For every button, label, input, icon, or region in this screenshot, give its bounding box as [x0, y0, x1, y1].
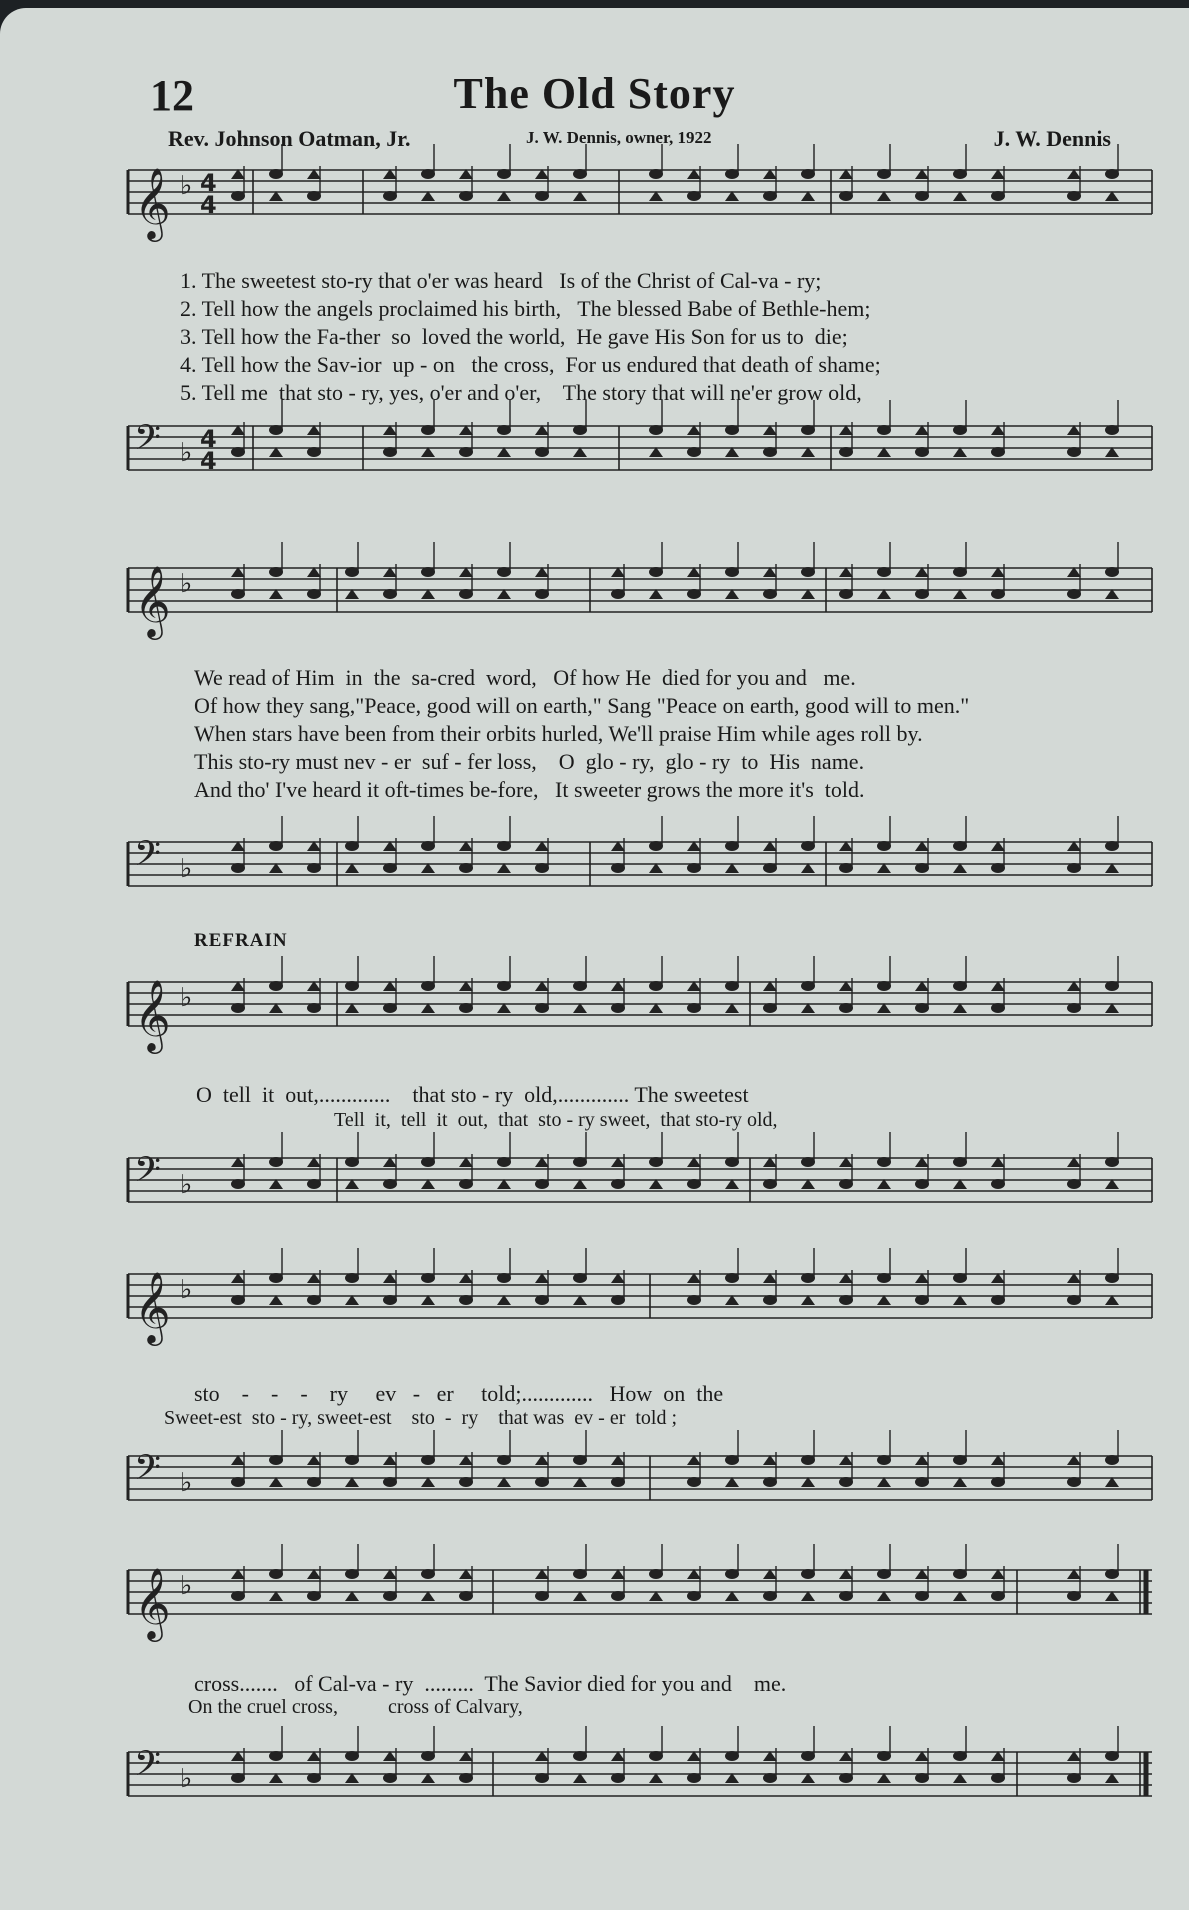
- notehead-icon: [839, 1773, 853, 1783]
- time-signature-icon: 4: [200, 425, 217, 453]
- flat-sign-icon: ♭: [180, 1764, 193, 1794]
- music-system-5: [0, 8, 1189, 1838]
- notehead-icon: [649, 1751, 663, 1761]
- bass-clef-icon: 𝄢: [134, 1149, 162, 1198]
- notehead-icon: [877, 1751, 891, 1761]
- notehead-icon: [231, 1773, 245, 1783]
- notehead-icon: [459, 1773, 473, 1783]
- verse-4-line-b: This sto-ry must nev - er suf - fer loss, O glo - ry, glo - ry to His name.: [194, 749, 865, 774]
- time-signature-icon: 4: [200, 447, 217, 475]
- lyricist-credit: Rev. Johnson Oatman, Jr.: [168, 126, 411, 151]
- copyright-notice: J. W. Dennis, owner, 1922: [526, 128, 712, 147]
- refrain-line-2-alt: Sweet-est sto - ry, sweet-est sto - ry that was ev - er told ;: [164, 1407, 678, 1429]
- hymn-number: 12: [150, 71, 194, 120]
- flat-sign-icon: ♭: [180, 983, 193, 1013]
- notehead-icon: [383, 1773, 397, 1783]
- notehead-icon: [573, 1751, 587, 1761]
- bass-clef-icon: 𝄢: [134, 1447, 162, 1496]
- refrain-line-3: cross....... of Cal-va - ry ......... The Savior died for you and me.: [194, 1671, 787, 1696]
- flat-sign-icon: ♭: [180, 1468, 193, 1498]
- notehead-icon: [687, 1773, 701, 1783]
- notehead-icon: [269, 1751, 283, 1761]
- notehead-icon: [421, 1751, 435, 1761]
- verse-5-line-a: 5. Tell me that sto - ry, yes, o'er and o'er, The story that will ne'er grow old,: [180, 380, 862, 405]
- flat-sign-icon: ♭: [180, 854, 193, 884]
- notehead-icon: [801, 1751, 815, 1761]
- treble-clef-icon: 𝄞: [134, 166, 171, 239]
- flat-sign-icon: ♭: [180, 569, 193, 599]
- composer-credit: J. W. Dennis: [993, 126, 1111, 151]
- notehead-icon: [991, 1773, 1005, 1783]
- treble-clef-icon: 𝄞: [134, 978, 171, 1051]
- treble-clef-icon: 𝄞: [134, 1270, 171, 1343]
- treble-clef-icon: 𝄞: [134, 1566, 171, 1639]
- bass-staff: [0, 8, 1189, 1838]
- verse-1-line-b: We read of Him in the sa-cred word, Of how He died for you and me.: [194, 665, 856, 690]
- bass-clef-icon: 𝄢: [134, 417, 162, 466]
- refrain-line-2: sto - - - ry ev - er told;............. How on the: [194, 1381, 724, 1406]
- notehead-icon: [611, 1773, 625, 1783]
- notehead-icon: [1105, 1751, 1119, 1761]
- notehead-icon: [307, 1773, 321, 1783]
- flat-sign-icon: ♭: [180, 438, 193, 468]
- verse-5-line-b: And tho' I've heard it oft-times be-fore, It sweeter grows the more it's told.: [194, 777, 865, 802]
- refrain-line-1-alt: Tell it, tell it out, that sto - ry sweet, that sto-ry old,: [334, 1109, 778, 1131]
- treble-clef-icon: 𝄞: [134, 564, 171, 637]
- notehead-icon: [345, 1751, 359, 1761]
- flat-sign-icon: ♭: [180, 1275, 193, 1305]
- bass-clef-icon: 𝄢: [134, 833, 162, 882]
- time-signature-icon: 4: [200, 191, 217, 219]
- hymn-title: The Old Story: [453, 69, 736, 118]
- time-signature-icon: 4: [200, 169, 217, 197]
- flat-sign-icon: ♭: [180, 1571, 193, 1601]
- hymn-page: [0, 8, 1189, 1910]
- flat-sign-icon: ♭: [180, 171, 193, 201]
- flat-sign-icon: ♭: [180, 1170, 193, 1200]
- notehead-icon: [953, 1751, 967, 1761]
- notehead-icon: [915, 1773, 929, 1783]
- verse-3-line-b: When stars have been from their orbits hurled, We'll praise Him while ages roll by.: [194, 721, 923, 746]
- notehead-icon: [1067, 1773, 1081, 1783]
- bass-clef-icon: 𝄢: [134, 1743, 162, 1792]
- refrain-line-1: O tell it out,............. that sto - ry old,............. The sweetest: [196, 1082, 749, 1107]
- notehead-icon: [763, 1773, 777, 1783]
- notehead-icon: [535, 1773, 549, 1783]
- refrain-label: REFRAIN: [194, 930, 288, 951]
- refrain-line-3-alt: On the cruel cross, cross of Calvary,: [188, 1696, 523, 1718]
- notehead-icon: [725, 1751, 739, 1761]
- verse-1-line-a: 1. The sweetest sto-ry that o'er was heard Is of the Christ of Cal-va - ry;: [180, 268, 822, 293]
- verse-4-line-a: 4. Tell how the Sav-ior up - on the cross, For us endured that death of shame;: [180, 352, 881, 377]
- verse-3-line-a: 3. Tell how the Fa-ther so loved the world, He gave His Son for us to die;: [180, 324, 848, 349]
- verse-2-line-b: Of how they sang,"Peace, good will on earth," Sang "Peace on earth, good will to men.": [194, 693, 970, 718]
- verse-2-line-a: 2. Tell how the angels proclaimed his birth, The blessed Babe of Bethle-hem;: [180, 296, 871, 321]
